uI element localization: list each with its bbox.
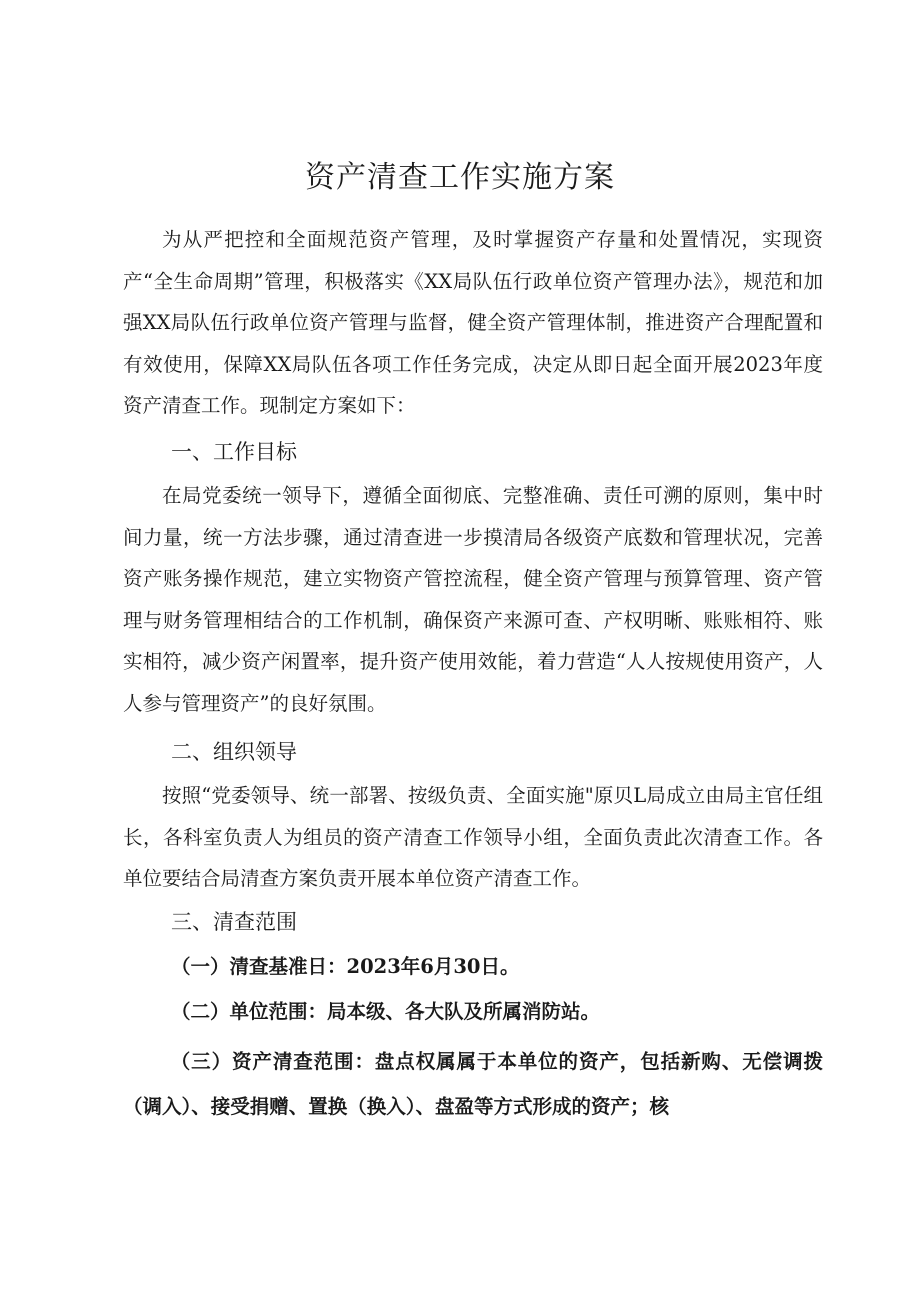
document-title: 资产清查工作实施方案 bbox=[305, 160, 615, 195]
intro-paragraph: 为从严把控和全面规范资产管理，及时掌握资产存量和处置情况，实现资产“全生命周期”管理，积极落实《XX局队伍行政单位资产管理办法》，规范和加强XX局队伍行政单位资产管理与监督，健全资产管理体制，推进资产合理配置和有效使用，保障XX局队伍各项工作任务完成，决定从即日起全面开展2023年度资产清查工作。现制定方案如下： bbox=[123, 228, 823, 417]
section-text-goals: 在局党委统一领导下，遵循全面彻底、完整准确、责任可溯的原则，集中时间力量，统一方法步骤，通过清查进一步摸清局各级资产底数和管理状况，完善资产账务操作规范，建立实物资产管控流程，健全资产管理与预算管理、资产管理与财务管理相结合的工作机制，确保资产来源可查、产权明晰、账账相符、账实相符，减少资产闲置率，提升资产使用效能，着力营造“人人按规使用资产，人人参与管理资产”的良好氛围。 bbox=[123, 484, 823, 715]
scope-item-base-date: （一）清查基准日：2023年6月30日。 bbox=[171, 955, 520, 978]
scope-item-unit-range: （二）单位范围：局本级、各大队及所属消防站。 bbox=[171, 1000, 601, 1023]
scope-item-asset-range: （三）资产清查范围：盘点权属属于本单位的资产，包括新购、无偿调拨（调入）、接受捐赠、置换（换入）、盘盈等方式形成的资产；核 bbox=[123, 1050, 823, 1118]
section-heading-organization: 二、组织领导 bbox=[171, 740, 297, 764]
section-text-organization: 按照“党委领导、统一部署、按级负责、全面实施"原贝L局成立由局主官任组长，各科室负责人为组员的资产清查工作领导小组，全面负责此次清查工作。各单位要结合局清查方案负责开展本单位资产清查工作。 bbox=[123, 784, 823, 890]
section-heading-goals: 一、工作目标 bbox=[171, 440, 297, 464]
section-heading-scope: 三、清查范围 bbox=[171, 910, 297, 934]
